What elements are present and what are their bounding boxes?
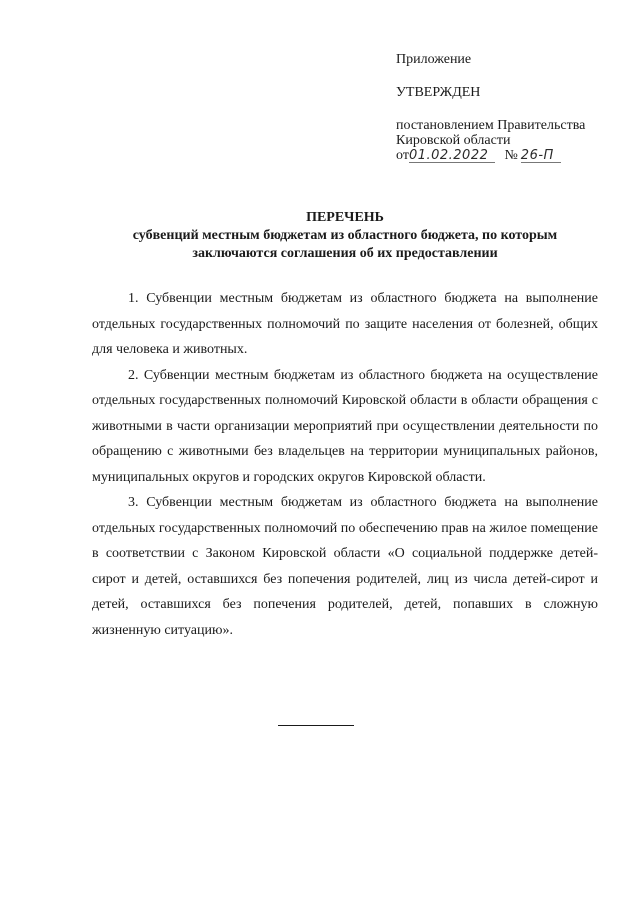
approval-block (396, 52, 636, 163)
handwritten-date: 01.02.2022 (409, 149, 495, 163)
list-item: 1. Субвенции местным бюджетам из областного бюджета на выполнение отдельных государственных полномочий по защите населения от болезней, общих для человека и животных. (92, 291, 598, 357)
title-heading: ПЕРЕЧЕНЬ (306, 210, 384, 225)
subventions-list (92, 286, 598, 643)
list-item: 3. Субвенции местным бюджетам из областного бюджета на выполнение отдельных государственных полномочий по обеспечению прав на жилое помещение в соответствии с Законом Кировской области «О социальной поддержке детей-сирот и детей, оставшихся без попечения родителей, лиц из числа детей-сирот и детей, оставшихся без попечения родителей, детей, попавших в сложную жизненную ситуацию». (92, 495, 598, 638)
title-subtitle-line-2: заключаются соглашения об их предоставлении (192, 246, 498, 261)
decree-line-1: постановлением Правительства (396, 118, 586, 133)
date-prefix: от (396, 148, 409, 163)
number-prefix: № (504, 148, 518, 163)
list-item: 2. Субвенции местным бюджетам из областного бюджета на осуществление отдельных государственных полномочий Кировской области в области обращения с животными в части организации мероприятий при осуществлении деятельности по обращению с животными без владельцев на территории муниципальных районов, муниципальных округов и городских округов Кировской области. (92, 367, 598, 485)
handwritten-number: 26-П (521, 149, 561, 163)
decree-line-2: Кировской области (396, 133, 511, 148)
document-title (90, 209, 600, 263)
decree-date-line (396, 148, 636, 163)
appendix-label: Приложение (396, 52, 472, 67)
approved-label: УТВЕРЖДЕН (396, 85, 481, 100)
end-divider (278, 725, 354, 726)
title-subtitle-line-1: субвенций местным бюджетам из областного бюджета, по которым (132, 228, 558, 243)
